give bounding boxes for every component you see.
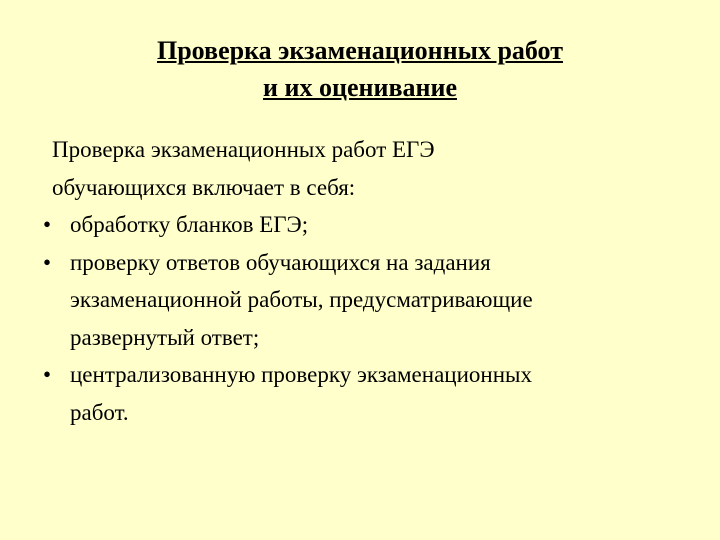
bullet-text-line: работ. [70, 399, 129, 425]
intro-line: обучающихся включает в себя: [52, 174, 356, 200]
bullet-item [40, 244, 680, 357]
bullet-text-line: централизованную проверку экзаменационных [70, 362, 532, 387]
bullet-marker: • [43, 362, 52, 387]
bullet-text-line: экзаменационной работы, предусматривающие [70, 287, 533, 312]
bullet-item [40, 206, 680, 244]
bullet-item [40, 356, 680, 431]
bullet-marker: • [43, 249, 52, 275]
title-line: Проверка экзаменационных работ [157, 36, 563, 65]
bullet-text-line: обработку бланков ЕГЭ; [70, 212, 309, 237]
bullet-list [40, 206, 680, 431]
bullet-marker: • [43, 212, 52, 237]
intro-paragraph [40, 131, 680, 206]
slide-body [40, 131, 680, 431]
bullet-text-line: проверку ответов обучающихся на задания [70, 249, 491, 275]
slide-title [0, 32, 720, 106]
bullet-text-line: развернутый ответ; [70, 324, 260, 350]
title-line: и их оценивание [263, 73, 457, 102]
intro-line: Проверка экзаменационных работ ЕГЭ [52, 137, 435, 162]
